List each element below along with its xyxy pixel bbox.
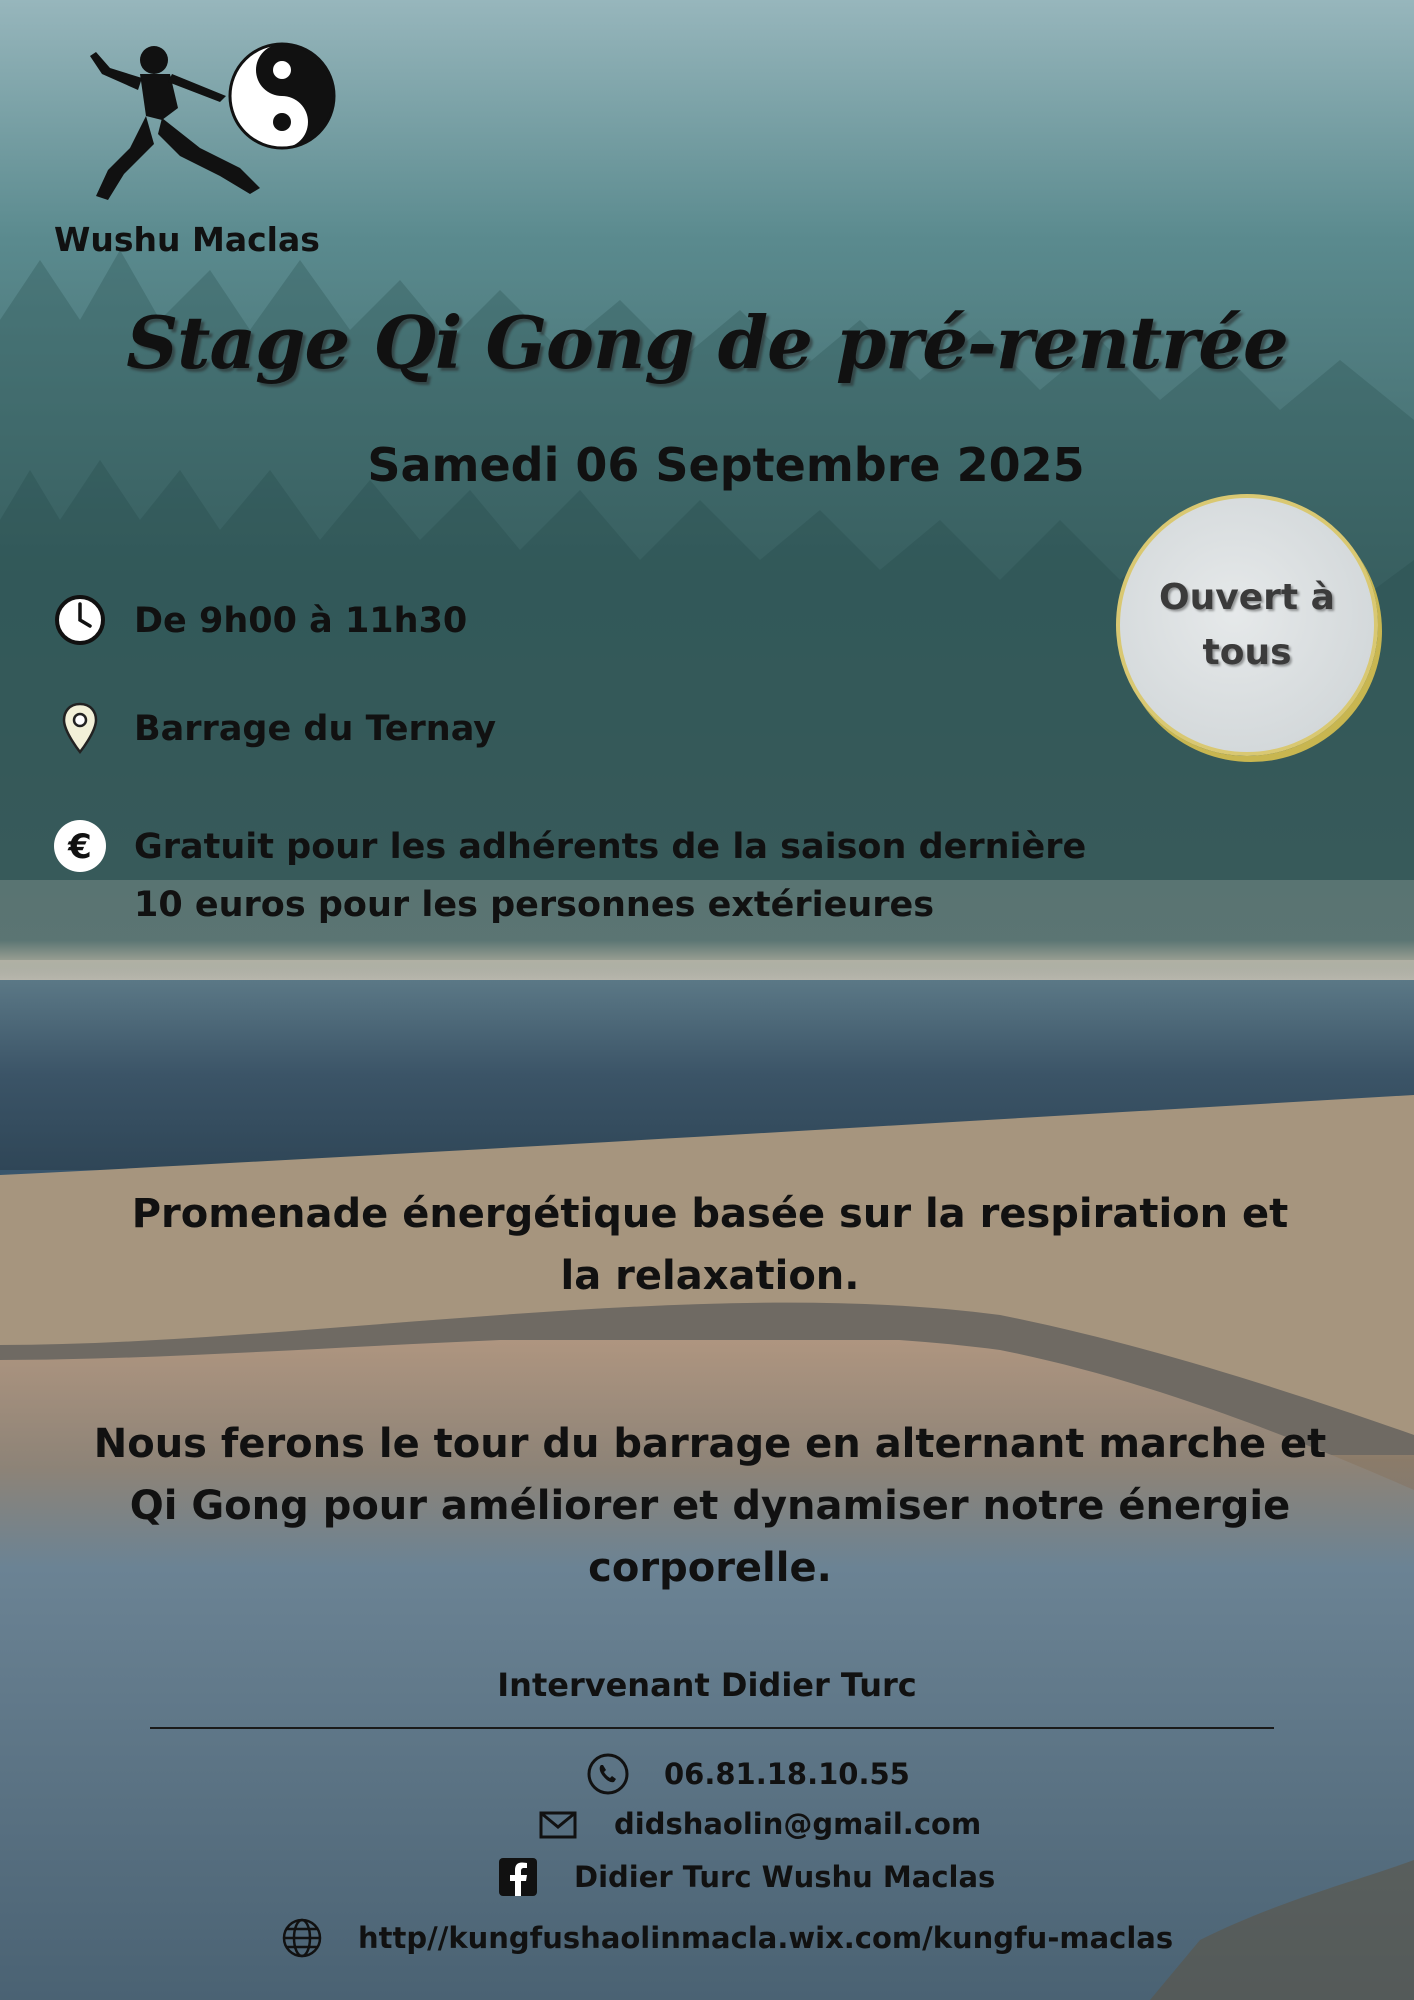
wushu-logo xyxy=(50,38,350,218)
description-intro-line2: la relaxation. xyxy=(560,1253,860,1299)
badge-line1: Ouvert à xyxy=(1159,577,1335,618)
description-details-line2: Qi Gong pour améliorer et dynamiser notre énergie xyxy=(129,1483,1291,1529)
price-members: Gratuit pour les adhérents de la saison dernière xyxy=(134,827,1087,867)
event-date: Samedi 06 Septembre 2025 xyxy=(367,438,1085,492)
badge-line2: tous xyxy=(1202,632,1292,673)
description-details xyxy=(60,1413,1360,1599)
facebook-page: Didier Turc Wushu Maclas xyxy=(574,1860,996,1894)
detail-place xyxy=(52,700,496,758)
globe-icon xyxy=(280,1916,324,1960)
detail-place-text: Barrage du Ternay xyxy=(134,709,497,749)
brand-name: Wushu Maclas xyxy=(54,220,320,259)
badge-text xyxy=(1147,570,1347,680)
map-pin-icon xyxy=(52,700,108,756)
euro-icon xyxy=(52,818,108,874)
website-url: http//kungfushaolinmacla.wix.com/kungfu-maclas xyxy=(358,1921,1174,1955)
divider xyxy=(150,1727,1274,1729)
contact-email[interactable] xyxy=(536,1802,981,1846)
open-to-all-badge xyxy=(1116,494,1378,756)
svg-text:€: € xyxy=(68,827,92,867)
detail-price-text xyxy=(134,818,1086,934)
description-details-line1: Nous ferons le tour du barrage en alternant marche et xyxy=(93,1421,1327,1467)
presenter-name: Intervenant Didier Turc xyxy=(497,1666,917,1704)
clock-icon xyxy=(52,592,108,648)
contact-phone[interactable] xyxy=(586,1752,910,1796)
phone-number: 06.81.18.10.55 xyxy=(664,1757,910,1791)
contact-facebook[interactable] xyxy=(496,1855,995,1899)
description-intro xyxy=(60,1183,1360,1307)
detail-time xyxy=(52,592,467,650)
phone-icon xyxy=(586,1752,630,1796)
description-details-line3: corporelle. xyxy=(588,1545,832,1591)
facebook-icon xyxy=(496,1855,540,1899)
email-address: didshaolin@gmail.com xyxy=(614,1807,982,1841)
description-intro-line1: Promenade énergétique basée sur la respiration et xyxy=(131,1191,1289,1237)
shoreline xyxy=(0,940,1414,980)
event-title: Stage Qi Gong de pré-rentrée xyxy=(126,300,1288,385)
mail-icon xyxy=(536,1802,580,1846)
contact-website[interactable] xyxy=(280,1916,1173,1960)
price-external: 10 euros pour les personnes extérieures xyxy=(134,885,935,925)
detail-price xyxy=(52,818,1086,934)
detail-time-text: De 9h00 à 11h30 xyxy=(134,601,468,641)
